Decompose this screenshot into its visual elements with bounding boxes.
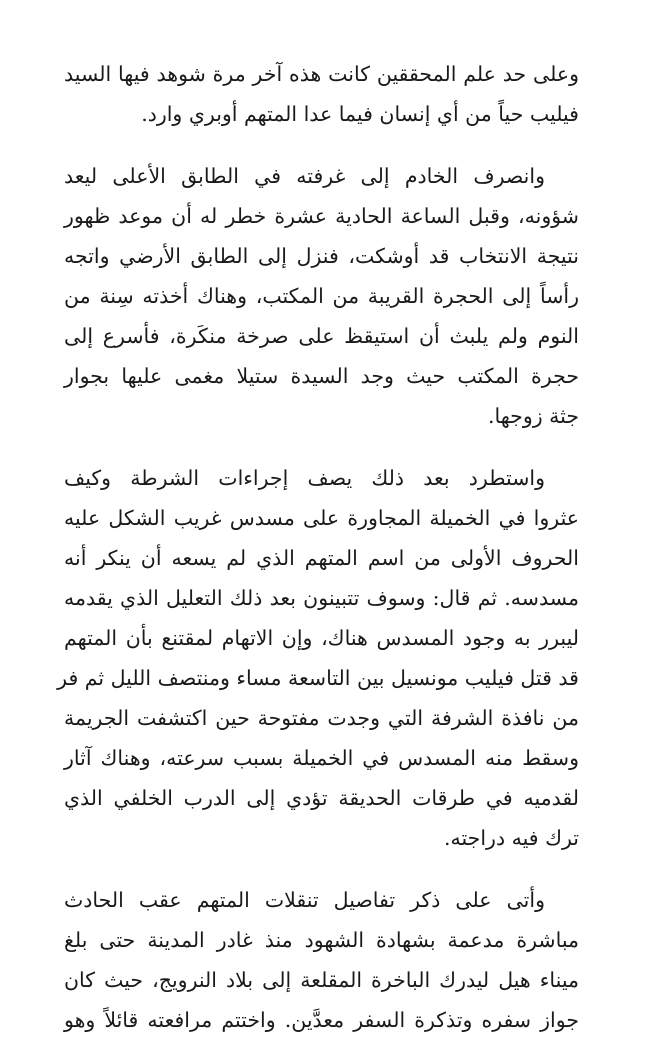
text-line: حجرة المكتب حيث وجد السيدة ستيلا مغمى عليها بجوار: [64, 364, 579, 388]
text-line: شؤونه، وقبل الساعة الحادية عشرة خطر له أن موعد ظهور: [64, 204, 579, 228]
text-line: جواز سفره وتذكرة السفر معدَّين. واختتم مرافعته قائلاً وهو: [64, 1008, 579, 1032]
text-line: قد قتل فيليب مونسيل بين التاسعة مساء ومنتصف الليل ثم فر: [57, 666, 579, 690]
text-line: مسدسه. ثم قال: وسوف تتبينون بعد ذلك التعليل الذي يقدمه: [64, 586, 579, 610]
paragraph: [64, 156, 579, 436]
text-line: جثة زوجها.: [487, 404, 579, 428]
text-line: وسقط منه المسدس في الخميلة بسبب سرعته، وهناك آثار: [64, 746, 579, 770]
text-line: رأساً إلى الحجرة القريبة من المكتب، وهناك أخذته سِنة من: [64, 284, 579, 308]
paragraph: [64, 880, 579, 1040]
text-line: النوم ولم يلبث أن استيقظ على صرخة منكَرة، فأسرع إلى: [64, 324, 579, 348]
text-line: وعلى حد علم المحققين كانت هذه آخر مرة شوهد فيها السيد: [64, 62, 579, 86]
text-line: ليبرر به وجود المسدس هناك، وإن الاتهام لمقتنع بأن المتهم: [64, 626, 579, 650]
text-line: مباشرة مدعمة بشهادة الشهود منذ غادر المدينة حتى بلغ: [64, 928, 579, 952]
text-line: واستطرد بعد ذلك يصف إجراءات الشرطة وكيف: [64, 466, 545, 490]
text-line: نتيجة الانتخاب قد أوشكت، فنزل إلى الطابق الأرضي واتجه: [64, 244, 579, 268]
text-line: وانصرف الخادم إلى غرفته في الطابق الأعلى ليعد: [64, 164, 545, 188]
paragraph: [57, 458, 579, 858]
paragraph: [64, 54, 579, 134]
text-line: وأتى على ذكر تفاصيل تنقلات المتهم عقب الحادث: [64, 888, 545, 912]
text-line: ترك فيه دراجته.: [443, 826, 579, 850]
text-line: الحروف الأولى من اسم المتهم الذي لم يسعه أن ينكر أنه: [64, 546, 579, 570]
text-line: فيليب حياً من أي إنسان فيما عدا المتهم أوبري وارد.: [141, 102, 579, 126]
text-body: [57, 54, 579, 1040]
text-line: عثروا في الخميلة المجاورة على مسدس غريب الشكل عليه: [64, 506, 579, 530]
text-line: من نافذة الشرفة التي وجدت مفتوحة حين اكتشفت الجريمة: [64, 706, 579, 730]
text-line: ميناء هيل ليدرك الباخرة المقلعة إلى بلاد النرويج، حيث كان: [64, 968, 579, 992]
text-line: لقدميه في طرقات الحديقة تؤدي إلى الدرب الخلفي الذي: [64, 786, 579, 810]
